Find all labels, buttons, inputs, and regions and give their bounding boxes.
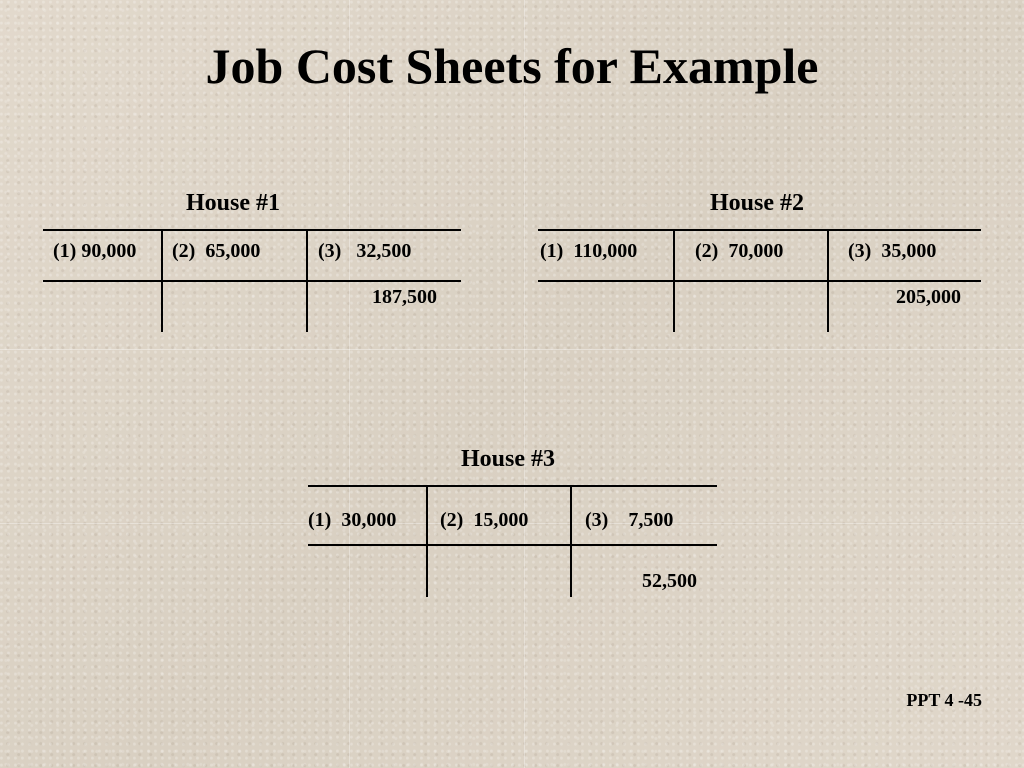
column-divider [306,229,308,332]
page-title: Job Cost Sheets for Example [205,38,819,94]
column-divider [673,229,675,332]
sheet-total: 52,500 [642,570,697,592]
t-account-top-line [308,485,717,487]
column-divider [827,229,829,332]
sheet-total: 205,000 [896,286,961,308]
cost-entry: (3) 35,000 [848,240,937,262]
cost-entry: (1) 30,000 [308,509,397,531]
cost-entry: (2) 70,000 [695,240,784,262]
cost-entry: (2) 15,000 [440,509,529,531]
background-seam [349,0,350,768]
cost-entry: (3) 32,500 [318,240,412,262]
sheet-heading: House #2 [709,190,805,216]
background-seam [0,349,1024,350]
t-account-top-line [43,229,461,231]
sheet-heading: House #1 [185,190,281,216]
cost-entry: (2) 65,000 [172,240,261,262]
slide-number: PPT 4 -45 [906,690,982,710]
sheet-total: 187,500 [372,286,437,308]
t-account-middle-line [308,544,717,546]
column-divider [426,485,428,597]
cost-entry: (1) 90,000 [53,240,137,262]
t-account-middle-line [43,280,461,282]
background-seam [524,0,525,768]
t-account-middle-line [538,280,981,282]
sheet-heading: House #3 [460,446,556,472]
column-divider [570,485,572,597]
cost-entry: (1) 110,000 [540,240,638,262]
column-divider [161,229,163,332]
t-account-top-line [538,229,981,231]
cost-entry: (3) 7,500 [585,509,674,531]
